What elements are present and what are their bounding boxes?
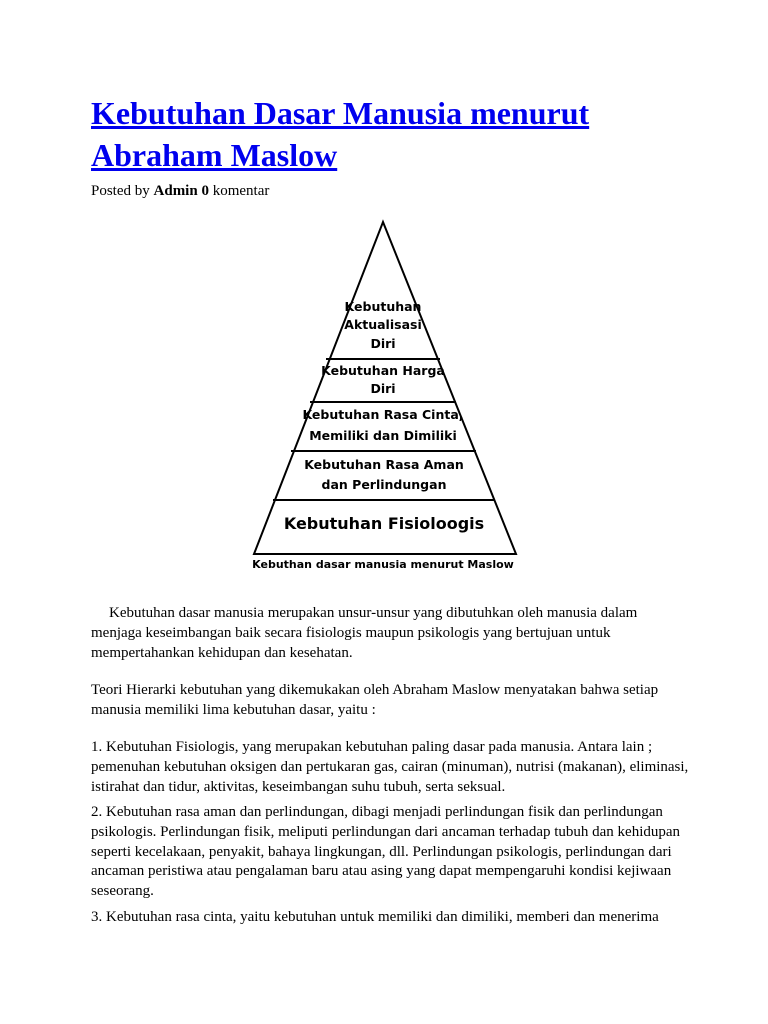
level-4-line-2: Diri [370,381,396,396]
paragraph-point-3: 3. Kebutuhan rasa cinta, yaitu kebutuhan untuk memiliki dan dimiliki, memberi dan menerima [91,909,659,925]
level-5-line-1: Kebutuhan [344,299,422,314]
pyramid-caption: Kebuthan dasar manusia menurut Maslow [252,558,514,571]
post-meta [91,181,269,201]
level-2-line-2: dan Perlindungan [321,477,447,492]
article-title-link[interactable]: Kebutuhan Dasar Manusia menurut Abraham Maslow [91,95,590,173]
maslow-pyramid-diagram [240,212,530,577]
level-1-label: Kebutuhan Fisioloogis [283,514,485,533]
posted-by-label: Posted by [91,183,150,199]
level-3-line-2: Memiliki dan Dimiliki [309,428,457,443]
level-4-line-1: Kebutuhan Harga [321,363,445,378]
author-name[interactable]: Admin [153,183,198,199]
comment-count[interactable]: 0 [201,183,209,199]
level-3-line-1: Kebutuhan Rasa Cinta, [302,407,464,422]
level-5-line-3: Diri [370,336,396,351]
paragraph-theory: Teori Hierarki kebutuhan yang dikemukakan oleh Abraham Maslow menyatakan bahwa setiap manusia memiliki lima kebutuhan dasar, yaitu : [91,682,659,718]
level-2-line-1: Kebutuhan Rasa Aman [304,457,464,472]
level-5-line-2: Aktualisasi [344,317,422,332]
paragraph-intro: Kebutuhan dasar manusia merupakan unsur-unsur yang dibutuhkan oleh manusia dalam menjaga keseimbangan baik secara fisiologis maupun psikologis yang bertujuan untuk mempertahankan kehidupan dan kesehatan. [91,605,638,661]
comment-label[interactable]: komentar [212,183,270,199]
paragraph-point-2: 2. Kebutuhan rasa aman dan perlindungan, dibagi menjadi perlindungan fisik dan perlindungan psikologis. Perlindungan fisik, meliputi perlindungan dari ancaman terhadap tubuh dan kehidupan seperti kecelakaan, penyakit, bahaya lingkungan, dll. Perlindungan psikologis, perlindungan dari ancaman peristiwa atau pengalaman baru atau asing yang dapat mempengaruhi kondisi kejiwaan seseorang. [91,804,681,900]
paragraph-point-1: 1. Kebutuhan Fisiologis, yang merupakan kebutuhan paling dasar pada manusia. Antara lain ; pemenuhan kebutuhan oksigen dan pertukaran gas, cairan (minuman), nutrisi (makanan), eliminasi, istirahat dan tidur, aktivitas, keseimbangan suhu tubuh, serta seksual. [91,739,689,795]
